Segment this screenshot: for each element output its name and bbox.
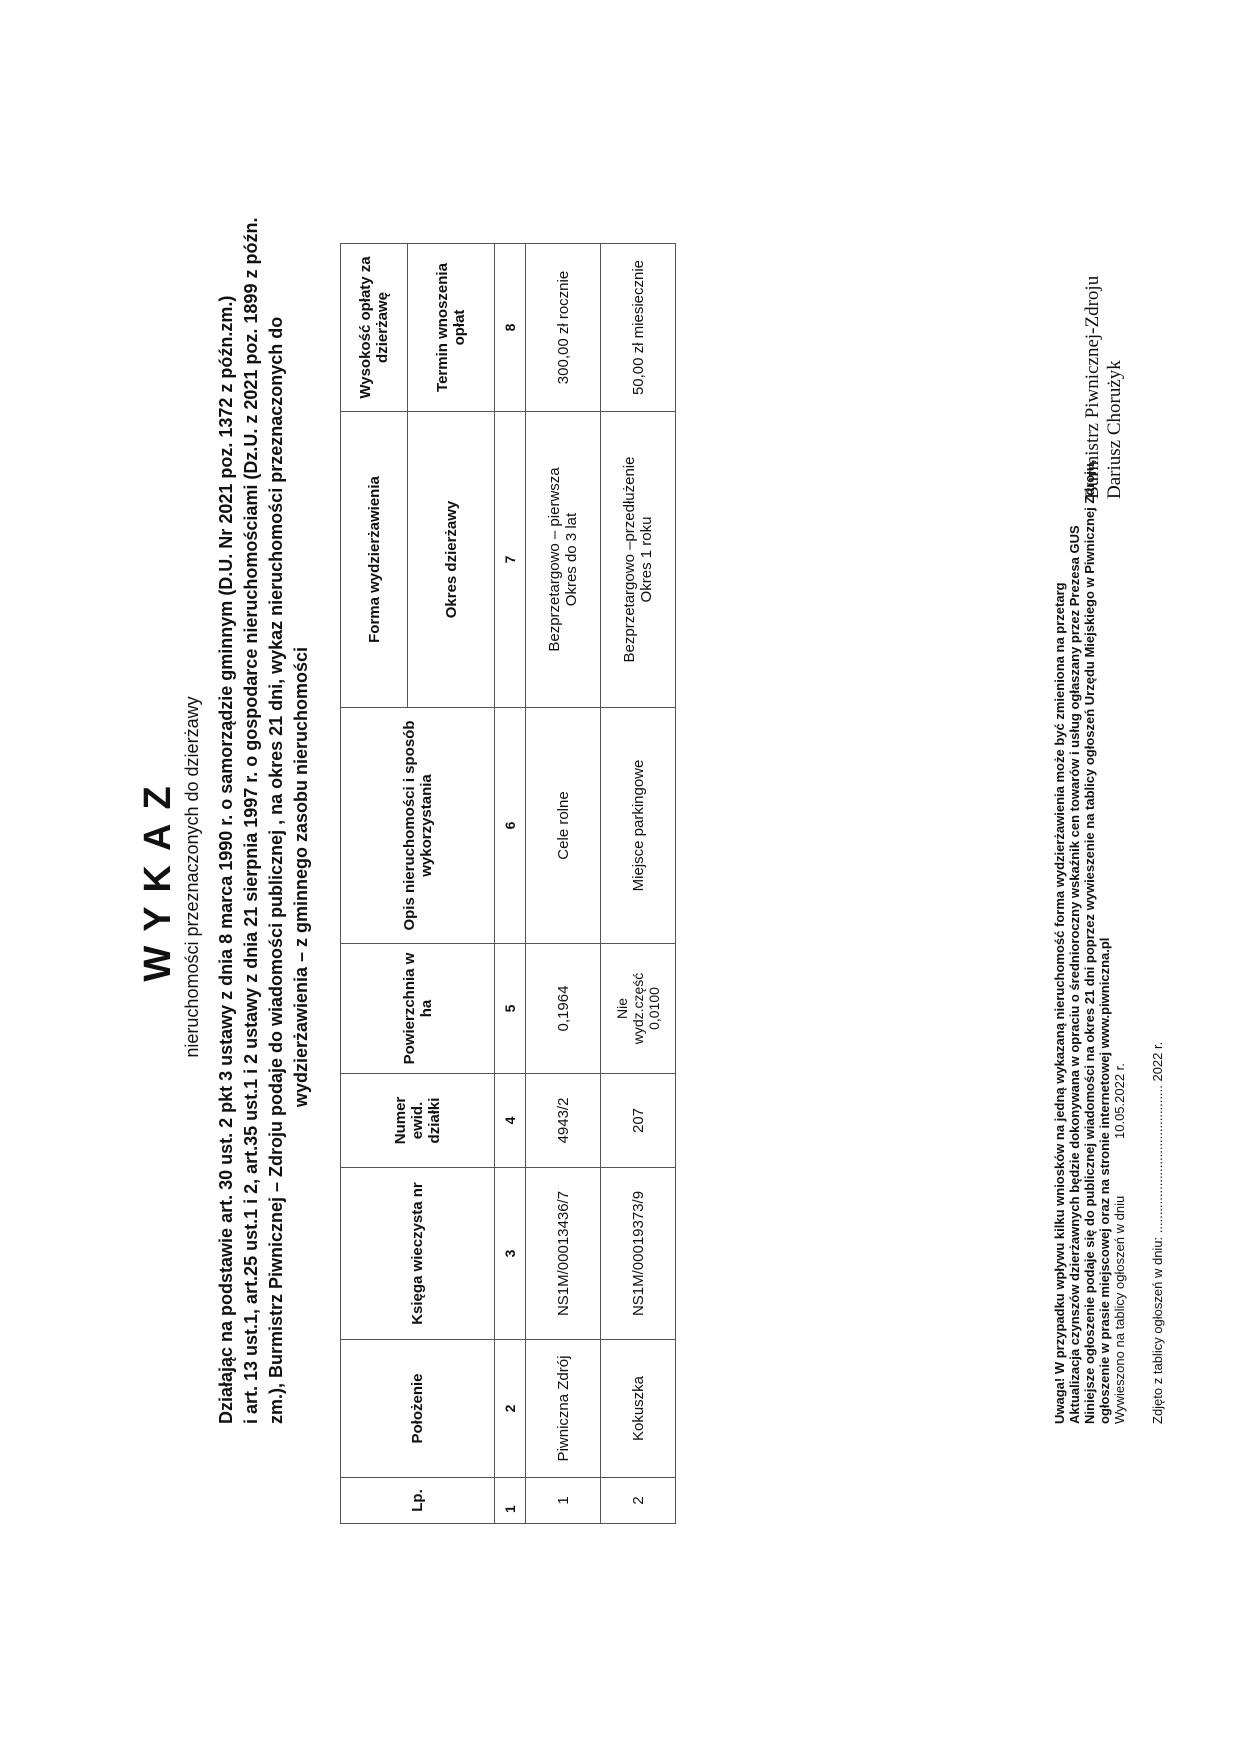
table-row [526,244,601,1524]
header-opis: Opis nieruchomości i sposób wykorzystania [341,708,495,944]
cell-lp: 1 [526,1478,601,1524]
cell-lp: 2 [601,1478,676,1524]
header-polozenie: Położenie [341,1340,495,1478]
document-subtitle: nieruchomości przeznaczonych do dzierżawy [182,696,202,1058]
cell-ksiega: NS1M/00019373/9 [601,1168,676,1340]
header-numer: Numer ewid. działki [341,1074,495,1168]
cell-polozenie: Kokuszka [601,1340,676,1478]
intro-line: zm.), Burmistrz Piwnicznej – Zdroju podaje do wiadomości publicznej , na okres 21 dni, wykaz nieruchomości przeznaczonych do [266,316,286,1424]
cell-ksiega: NS1M/00013436/7 [526,1168,601,1340]
removed-line [1150,1042,1165,1424]
column-number: 3 [495,1168,526,1340]
table-row [601,244,676,1524]
column-number: 8 [495,244,526,412]
note-line: Uwaga! W przypadku wpływu kilku wniosków na jedną wykazaną nieruchomość forma wydzierżawienia może być zmieniona na przetarg [1052,582,1067,1424]
header-okres: Okres dzierżawy [408,412,495,708]
cell-forma [526,412,601,708]
cell-forma [601,412,676,708]
cell-opis: Miejsce parkingowe [601,708,676,944]
column-number: 5 [495,944,526,1074]
signature-title: Burmistrz Piwnicznej-Zdroju [1082,275,1103,499]
powierzchnia-line: Nie [614,998,630,1020]
posted-line [1112,1063,1127,1424]
header-wysokosc: Wysokość opłaty za dzierżawę [341,244,408,412]
document-title: WYKAZ [137,772,179,982]
intro-line: Działając na podstawie art. 30 ust. 2 pkt 3 ustawy z dnia 8 marca 1990 r. o samorządzie gminnym (D.U. Nr 2021 poz. 1372 z późn.zm.) [216,295,236,1424]
column-number: 1 [495,1478,526,1524]
header-ksiega: Księga wieczysta nr [341,1168,495,1340]
forma-period: Okres do 3 lat [563,512,580,607]
column-number-row [495,244,526,1524]
header-forma: Forma wydzierżawienia [341,412,408,708]
posted-label: Wywieszono na tablicy ogłoszeń w dniu [1112,1195,1127,1424]
header-powierzchnia: Powierzchnia w ha [341,944,495,1074]
intro-line: i art. 13 ust.1, art.25 ust.1 i 2, art.35 ust.1 i 2 ustawy z dnia 21 sierpnia 1997 r. o gospodarce nieruchomościami (Dz.U. z 2021 poz. 1899 z późn. [241,217,261,1424]
forma-type: Bezprzetargowo –przedłużenie [621,456,638,663]
cell-oplata: 300,00 zł rocznie [526,244,601,412]
posted-date: 10.05.2022 r. [1112,1063,1127,1139]
cell-opis: Cele rolne [526,708,601,944]
header-lp: Lp. [341,1478,495,1524]
powierzchnia-line: 0,0100 [646,987,662,1030]
removed-label: Zdjęto z tablicy ogłoszeń w dniu: ......................................... 2022 r. [1150,1041,1165,1424]
cell-numer: 4943/2 [526,1074,601,1168]
column-number: 7 [495,412,526,708]
cell-polozenie: Piwniczna Zdrój [526,1340,601,1478]
note-line: Niniejsze ogłoszenie podaje się do publicznej wiadomości na okres 21 dni poprzez wywieszenie na tablicy ogłoszeń Urzędu Miejskiego w Piwnicznej Zdroju, [1082,459,1097,1424]
cell-oplata: 50,00 zł miesiecznie [601,244,676,412]
note-line: Aktualizacja czynszów dzierżawnych będzie dokonywana w opraciu o średnioroczny wskaźnik cen towarów i usług ogłaszany przez Prezesa GUS [1067,525,1082,1424]
intro-paragraph [214,217,314,1424]
signature-name: Dariusz Chorużyk [1104,360,1125,499]
forma-period: Okres 1 roku [638,516,655,603]
forma-type: Bezprzetargowo – pierwsza [546,467,563,652]
column-number: 4 [495,1074,526,1168]
cell-powierzchnia: 0,1964 [526,944,601,1074]
note-line: ogłoszenie w prasie miejscowej oraz na stronie internetowej www.piwniczna.pl [1097,937,1112,1424]
column-number: 2 [495,1340,526,1478]
column-number: 6 [495,708,526,944]
header-termin: Termin wnoszenia opłat [408,244,495,412]
cell-powierzchnia [601,944,676,1074]
signature-block [1082,276,1126,499]
cell-numer: 207 [601,1074,676,1168]
property-table [340,243,676,1524]
powierzchnia-line: wydz.część [630,972,646,1045]
intro-line: wydzierżawienia – z gminnego zasobu nieruchomości [291,646,311,1108]
